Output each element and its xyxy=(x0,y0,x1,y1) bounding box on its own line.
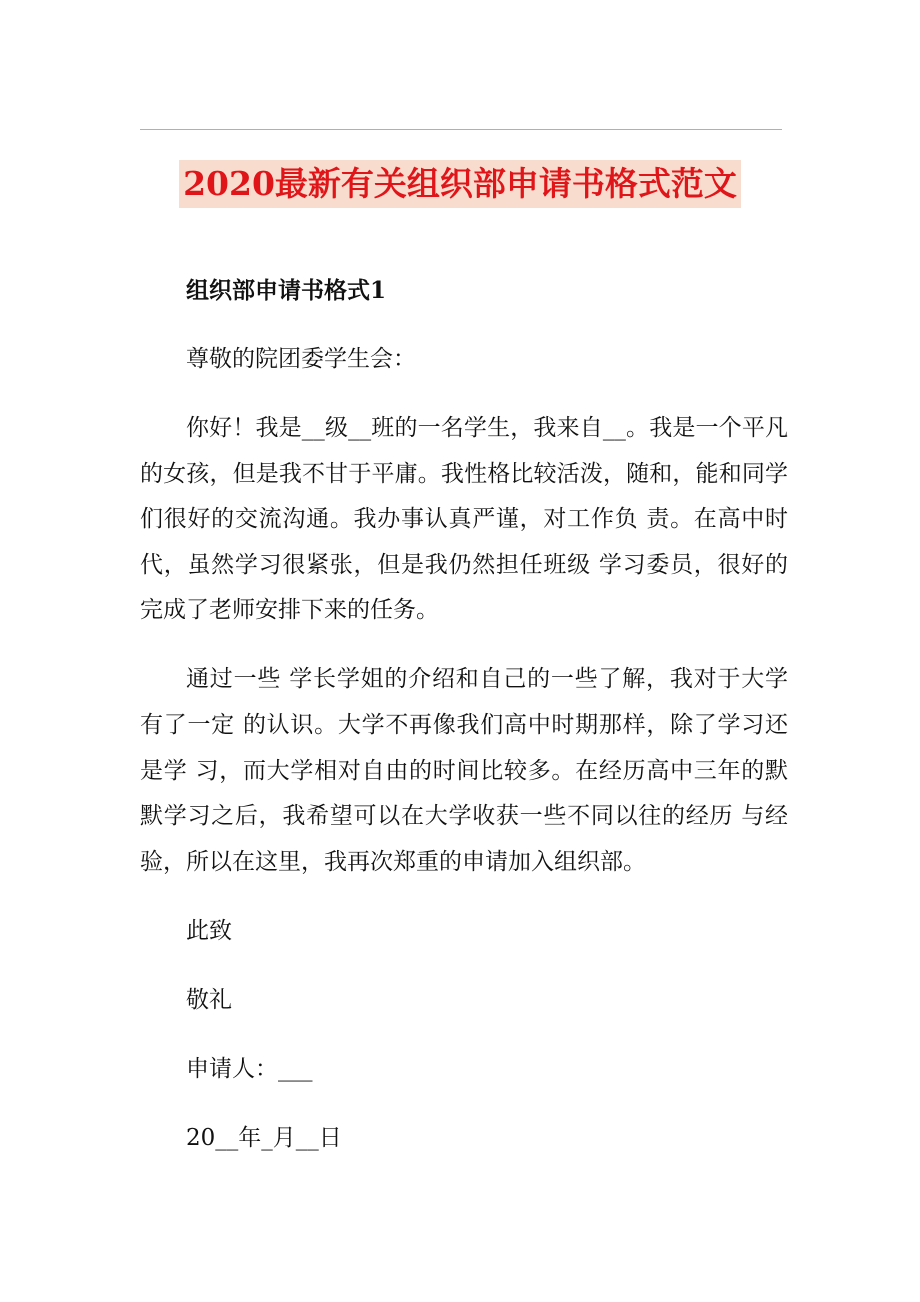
date-line: 20__年_月__日 xyxy=(186,1124,342,1151)
closing-line-1: 此致 xyxy=(186,917,232,944)
closing-line-2: 敬礼 xyxy=(186,986,232,1013)
title-block xyxy=(0,160,920,208)
applicant-line: 申请人：___ xyxy=(186,1055,313,1082)
body-paragraph-1: 你好！我是__级__班的一名学生，我来自__。我是一个平凡的女孩，但是我不甘于平庸。我性格比较活泼，随和，能和同学们很好的交流沟通。我办事认真严谨，对工作负 责。在高中时代，虽然学习很紧张，但是我仍然担任班级 学习委员，很好的完成了老师安排下来的任务。 xyxy=(140,414,788,624)
document-title: 2020最新有关组织部申请书格式范文 xyxy=(179,160,741,208)
salutation: 尊敬的院团委学生会： xyxy=(186,345,416,372)
header-rule xyxy=(140,129,782,130)
document-body xyxy=(140,268,788,1185)
body-paragraph-2: 通过一些 学长学姐的介绍和自己的一些了解，我对于大学有了一定 的认识。大学不再像我们高中时期那样，除了学习还是学 习，而大学相对自由的时间比较多。在经历高中三年的默默学习之后，我希望可以在大学收获一些不同以往的经历 与经验，所以在这里，我再次郑重的申请加入组织部。 xyxy=(140,666,788,875)
section-heading: 组织部申请书格式1 xyxy=(186,277,387,304)
